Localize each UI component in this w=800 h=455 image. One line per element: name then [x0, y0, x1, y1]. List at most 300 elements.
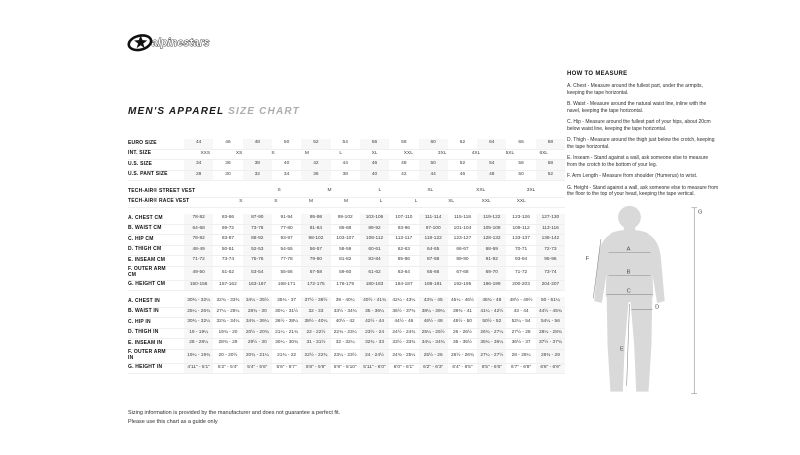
size-cell: 6'5" - 6'6"	[477, 364, 506, 374]
size-cell: 46	[360, 160, 389, 170]
size-cell: XXL	[403, 150, 413, 156]
size-cell: 123-127	[453, 236, 472, 242]
table-row	[128, 160, 565, 171]
table-row	[128, 308, 565, 319]
size-cell: 98-102	[301, 235, 330, 245]
size-cell: 42½ - 44	[360, 318, 389, 328]
row-label: U.S. SIZE	[128, 160, 153, 167]
measure-instruction: E. Inseam - Stand against a wall, ask someone else to measure from the crotch to the bottom of your leg.	[567, 155, 709, 168]
size-cell: 5'4" - 5'6"	[243, 364, 272, 374]
row-cells	[184, 139, 565, 149]
size-cell: 30¼ - 31½	[275, 308, 299, 314]
measure-instruction: C. Hip - Measure around the fullest part of your hips, about 20cm below waist line, keeping the tape horizontal.	[567, 119, 711, 132]
figure-label-thigh: D	[655, 304, 660, 311]
size-cell: 24½ - 24¾	[392, 329, 416, 335]
size-cell: 69-72	[221, 225, 235, 231]
size-cell: 176-179	[336, 281, 355, 287]
footer-line-2: Please use this chart as a guide only	[128, 418, 218, 425]
size-cell: 44½ - 46	[394, 319, 414, 325]
size-cell: 33½ - 34¾	[333, 308, 357, 314]
row-cells	[184, 339, 565, 349]
size-cell: 70-71	[514, 246, 528, 252]
size-cell: 24¾ - 25¼	[392, 352, 416, 358]
size-table	[128, 139, 565, 374]
size-cell: 138-142	[536, 235, 565, 245]
size-cell: 46	[225, 140, 231, 146]
size-cell: 58	[536, 160, 565, 170]
size-cell: 19¾ - 20	[218, 329, 238, 335]
size-cell: M	[343, 198, 348, 204]
row-label: U.S. PANT SIZE	[128, 171, 168, 178]
size-cell: 3XL	[437, 150, 447, 156]
size-cell: 103-106	[360, 214, 389, 224]
row-label: F. OUTER ARM IN	[128, 349, 166, 361]
size-cell: 55-56	[280, 269, 293, 275]
size-cell: 64-65	[419, 246, 448, 256]
size-cell: 29½ - 30	[243, 339, 272, 349]
row-cells	[184, 364, 565, 374]
size-cell: 25¼ - 25½	[419, 329, 448, 339]
size-cell: 150-156	[184, 281, 213, 291]
size-cell: 34	[184, 160, 213, 170]
row-cells	[184, 246, 565, 256]
figure-label-hip: C	[626, 288, 631, 295]
size-cell: 50½ - 52	[477, 318, 506, 328]
row-cells	[184, 187, 565, 197]
size-cell: 95-96	[536, 256, 565, 266]
size-cell: 5'6" - 5'7"	[276, 364, 297, 370]
size-cell: 27¼ - 27½	[477, 350, 506, 363]
size-cell: 89-92	[360, 225, 389, 235]
size-cell: 52	[459, 161, 466, 167]
table-row	[128, 318, 565, 329]
table-section	[128, 214, 565, 291]
size-cell: 51-52	[221, 269, 235, 275]
table-section	[128, 297, 565, 374]
table-row	[128, 350, 565, 364]
size-cell: 60	[419, 139, 448, 149]
row-cells	[184, 235, 565, 245]
figure-label-chest: A	[626, 246, 631, 253]
size-cell: XL	[371, 150, 378, 156]
size-cell: 6'2" - 6'3"	[419, 364, 448, 374]
size-cell: 68-69	[477, 246, 506, 256]
size-cell: 88-92	[243, 235, 272, 245]
size-cell: 93-96	[397, 225, 410, 231]
size-cell: 118-122	[419, 235, 448, 245]
size-cell: 32	[243, 171, 272, 181]
size-cell: 28¾ - 30	[243, 308, 272, 318]
size-cell: 73-76	[243, 225, 272, 235]
size-cell: 39¾ - 41	[453, 308, 472, 314]
alpinestars-logo	[126, 28, 236, 56]
size-cell: XL	[448, 198, 455, 204]
size-cell: 4'11" - 5'1"	[184, 364, 213, 374]
size-cell: 111-114	[419, 214, 448, 224]
size-cell: 5'11" - 6'0"	[360, 364, 389, 374]
size-cell: 27¼ - 28¼	[216, 308, 240, 314]
size-cell: 73-74	[536, 267, 565, 280]
size-cell: 4XL	[471, 150, 481, 156]
row-label: D. THIGH IN	[128, 329, 159, 336]
size-cell: 32¾ - 34¼	[216, 319, 240, 325]
size-cell: 30¾ - 32¼	[184, 297, 213, 307]
figure-label-height: G	[698, 208, 703, 215]
size-cell: 23½ - 24	[360, 329, 389, 339]
size-cell: 73-74	[221, 257, 235, 263]
size-cell: 5XL	[505, 150, 515, 156]
row-cells	[184, 350, 565, 363]
size-cell: 71-72	[184, 256, 213, 266]
size-cell: 38¼ - 39¼	[419, 308, 448, 318]
size-cell: 200-203	[512, 281, 530, 287]
measure-instruction: G. Height - Stand against a wall, ask someone else to measure from the floor to the top of your head, keeping the tape vertical.	[567, 184, 719, 197]
footer-line-1: Sizing information is provided by the manufacturer and does not guarantee a perfect fit.	[128, 410, 341, 416]
size-cell: 19¼ - 19¾	[184, 350, 213, 363]
row-label: INT. SIZE	[128, 150, 152, 157]
size-cell: 103-107	[336, 236, 355, 242]
page-title	[128, 106, 300, 117]
row-cells	[184, 281, 565, 291]
table-row	[128, 235, 565, 246]
row-label: G. HEIGHT CM	[128, 281, 166, 288]
size-cell: 58	[401, 140, 407, 146]
size-cell: 52	[301, 139, 330, 149]
size-cell: 79-80	[301, 256, 330, 266]
row-label: C. HIP CM	[128, 235, 154, 242]
size-cell: 78-82	[184, 235, 213, 245]
size-cell: 62-63	[397, 246, 410, 252]
table-row	[128, 187, 565, 198]
size-cell: 42	[301, 160, 330, 170]
table-row	[128, 281, 565, 292]
table-row	[128, 225, 565, 236]
size-cell: 43 - 44	[513, 308, 529, 314]
size-cell: 83-87	[221, 236, 235, 242]
size-cell: 50	[518, 171, 524, 177]
size-cell: XXS	[200, 150, 211, 156]
size-cell: 204-207	[536, 281, 565, 291]
size-cell: 54-55	[280, 246, 293, 252]
size-cell: 123-126	[512, 215, 530, 221]
title-main: MEN'S APPAREL	[128, 106, 225, 117]
size-cell: 57-58	[301, 267, 330, 280]
size-cell: 28¾ - 29	[218, 340, 238, 346]
size-cell: 93-94	[514, 257, 528, 263]
size-cell: 95-98	[301, 214, 330, 224]
size-cell: 78-82	[184, 214, 213, 224]
measure-instruction-list	[567, 83, 719, 198]
size-cell: 60-61	[360, 246, 389, 256]
size-cell: 44	[419, 171, 448, 181]
size-cell: 20¾ - 21¼	[243, 350, 272, 363]
size-cell: 77-78	[280, 257, 293, 263]
size-cell: 48	[243, 139, 272, 149]
size-cell: 48½ - 50	[453, 319, 472, 325]
size-cell: 56-57	[301, 246, 330, 256]
size-cell: 71-72	[514, 269, 528, 275]
size-cell: 26 - 26½	[453, 329, 472, 335]
size-cell: 50-51	[221, 246, 235, 252]
table-row	[128, 297, 565, 308]
size-cell: 40	[283, 161, 290, 167]
row-label: E. INSEAM CM	[128, 256, 166, 263]
size-cell: 72-73	[536, 246, 565, 256]
row-label: B. WAIST CM	[128, 225, 162, 232]
size-cell: L	[379, 198, 383, 204]
table-row	[128, 267, 565, 281]
row-cells	[184, 150, 565, 160]
size-cell: 32 - 32¼	[335, 340, 355, 346]
size-cell: 48	[477, 171, 506, 181]
size-cell: 180-183	[360, 281, 389, 291]
size-cell: 34	[283, 171, 290, 177]
size-cell: 28	[184, 171, 213, 181]
size-cell: 172-175	[301, 281, 330, 291]
size-cell: 34¼ - 35½	[243, 297, 272, 307]
row-cells	[184, 256, 565, 266]
row-cells	[184, 267, 565, 280]
size-cell: 25¼ - 26¾	[184, 308, 213, 318]
size-cell: 30¾ - 32¼	[184, 318, 213, 328]
size-cell: 5'9" - 5'10"	[333, 364, 357, 370]
size-cell: 20½ - 20¾	[243, 329, 272, 339]
size-cell: 89-90	[456, 257, 469, 263]
row-cells	[184, 308, 565, 318]
how-to-measure-heading: HOW TO MEASURE	[567, 71, 628, 77]
table-row	[128, 246, 565, 257]
measure-instruction: B. Waist - Measure around the natural waist line, inline with the navel, keeping the tape horizontal.	[567, 101, 707, 114]
size-cell: 75-76	[243, 256, 272, 266]
size-cell: L	[339, 150, 342, 156]
size-cell: 6XL	[539, 150, 548, 156]
size-cell: 21¾ - 22	[277, 352, 297, 358]
size-cell: 127-130	[536, 214, 565, 224]
size-cell: L	[414, 198, 418, 204]
size-cell: 37½ - 38½	[301, 297, 330, 307]
size-cell: 192-195	[453, 281, 472, 287]
size-cell: 5'2" - 5'4"	[217, 364, 239, 370]
size-cell: 65-66	[419, 267, 448, 280]
figure-label-waist: B	[626, 268, 631, 275]
size-cell: 44	[342, 161, 348, 167]
logo-wordmark: alpinestars	[151, 37, 210, 50]
size-cell: 25½ - 26	[419, 350, 448, 363]
size-cell: 63-64	[397, 269, 410, 275]
body-measurement-figure	[571, 203, 707, 403]
size-cell: 113-116	[536, 225, 565, 235]
table-row	[128, 171, 565, 182]
table-row	[128, 339, 565, 350]
size-cell: 56	[518, 161, 524, 167]
size-cell: 38	[342, 171, 348, 177]
figure-label-inseam: E	[619, 346, 624, 353]
size-cell: 50	[283, 140, 290, 146]
size-cell: 52¼ - 54	[511, 319, 531, 325]
size-cell: 115-118	[454, 215, 471, 221]
size-cell: 49-50	[184, 267, 213, 280]
size-cell: 41¼ - 42½	[477, 308, 506, 318]
row-cells	[184, 214, 565, 224]
size-cell: 22¾ - 23¼	[333, 329, 357, 335]
size-cell: 33½ - 33¾	[392, 340, 416, 346]
row-cells	[184, 171, 565, 181]
row-cells	[184, 160, 565, 170]
size-cell: 62	[459, 140, 466, 146]
size-cell: 6'4" - 6'5"	[452, 364, 473, 370]
title-sub: SIZE CHART	[228, 106, 300, 117]
size-cell: S	[239, 198, 243, 204]
size-cell: 81-84	[301, 225, 330, 235]
size-cell: 50	[419, 160, 448, 170]
row-label: D. THIGH CM	[128, 246, 162, 253]
size-cell: 35 - 36¼	[360, 308, 389, 318]
size-cell: 36½ - 37¾	[392, 308, 416, 314]
size-cell: 20 - 20½	[218, 352, 238, 358]
size-cell: 46¾ - 48	[477, 297, 506, 307]
size-cell: L	[378, 188, 382, 194]
size-cell: 42	[401, 171, 407, 177]
size-cell: 105-108	[477, 225, 506, 235]
size-cell: XL	[427, 188, 434, 194]
size-cell: 66-67	[456, 246, 469, 252]
size-cell: 101-104	[453, 225, 472, 231]
size-cell: 28¼ - 28¾	[536, 329, 565, 339]
size-cell: S	[274, 198, 278, 204]
size-cell: 30¼ - 30¾	[275, 340, 299, 346]
size-cell: 128-132	[477, 235, 506, 245]
table-section	[128, 187, 565, 208]
size-cell: 87-88	[419, 256, 448, 266]
row-label: TECH-AIR® STREET VEST	[128, 187, 196, 194]
size-cell: 30	[225, 171, 231, 177]
size-cell: 108-112	[360, 235, 389, 245]
size-cell: 83-86	[221, 215, 235, 221]
size-cell: 46½ - 48	[419, 318, 448, 328]
size-cell: 22 - 22½	[301, 329, 330, 339]
size-cell: 38½ - 40¼	[301, 318, 330, 328]
size-cell: XXL	[476, 188, 486, 194]
size-cell: 64-68	[184, 225, 213, 235]
size-cell: 48-49	[184, 246, 213, 256]
size-cell: 38	[243, 160, 272, 170]
size-cell: 97-100	[419, 225, 448, 235]
size-cell: 6'7" - 6'8"	[511, 364, 532, 370]
size-cell: 113-117	[395, 236, 413, 242]
size-cell: 188-191	[419, 281, 448, 291]
size-cell: 61-62	[360, 267, 389, 280]
row-label: A. CHEST CM	[128, 214, 163, 221]
size-cell: S	[277, 188, 281, 194]
size-cell: 69-70	[477, 267, 506, 280]
size-cell: 36½ - 38¼	[275, 319, 299, 325]
size-cell: 77-80	[280, 225, 293, 231]
size-cell: 91-92	[477, 256, 506, 266]
table-row	[128, 198, 565, 209]
row-label: A. CHEST IN	[128, 297, 160, 304]
footer-disclaimer	[128, 409, 340, 427]
size-cell: 28¾ - 29	[536, 350, 565, 363]
row-cells	[184, 198, 565, 208]
size-cell: 81-82	[339, 257, 352, 263]
size-cell: 85-86	[397, 257, 410, 263]
size-cell: 32¾ - 33	[360, 339, 389, 349]
size-cell: 91-94	[280, 215, 293, 221]
row-label: E. INSEAM IN	[128, 339, 163, 346]
size-cell: 40½ - 41¾	[360, 297, 389, 307]
size-cell: 45¼ - 46½	[451, 298, 474, 304]
size-cell: 44½ - 45¾	[536, 308, 565, 318]
size-cell: 37½ - 37¾	[536, 339, 565, 349]
size-cell: 54	[477, 160, 506, 170]
size-cell: 27½ - 28	[511, 329, 531, 335]
size-cell: 22½ - 22¾	[301, 350, 330, 363]
size-cell: 34¾ - 36¼	[243, 318, 272, 328]
size-cell: M	[308, 198, 313, 204]
row-cells	[184, 318, 565, 328]
size-cell: 68	[536, 139, 565, 149]
size-cell: 26¾ - 27¼	[477, 329, 506, 339]
row-label: TECH-AIR® RACE VEST	[128, 198, 190, 205]
how-to-measure-panel	[567, 71, 719, 403]
size-cell: XXL	[516, 198, 526, 204]
size-cell: 5'8" - 5'9"	[301, 364, 330, 374]
table-row	[128, 329, 565, 340]
size-cell: 44	[184, 139, 213, 149]
size-cell: 168-171	[277, 281, 296, 287]
size-cell: 35¾ - 36¼	[477, 339, 506, 349]
size-cell: M	[304, 150, 309, 156]
size-cell: 59-60	[339, 269, 352, 275]
size-cell: 85-88	[339, 225, 352, 231]
size-cell: 58-59	[339, 246, 352, 252]
size-cell: 53-54	[243, 267, 272, 280]
size-cell: 36	[301, 171, 330, 181]
size-cell: 32¾ - 33¾	[216, 298, 240, 304]
size-cell: 184-187	[395, 281, 413, 287]
size-cell: 163-167	[243, 281, 272, 291]
size-cell: 67-68	[456, 269, 469, 275]
row-label: F. OUTER ARM CM	[128, 266, 166, 278]
size-cell: 43¾ - 45	[419, 297, 448, 307]
table-row	[128, 256, 565, 267]
measure-instruction: A. Chest - Measure around the fullest part, under the armpits, keeping the tape horizontal.	[567, 83, 703, 96]
size-cell: 107-110	[395, 215, 413, 221]
size-cell: 39 - 40¼	[335, 298, 355, 304]
row-cells	[184, 329, 565, 339]
table-section	[128, 139, 565, 181]
table-row	[128, 139, 565, 150]
size-cell: 196-199	[477, 281, 506, 291]
size-cell: 119-122	[477, 214, 506, 224]
size-cell: S	[271, 150, 275, 156]
size-cell: 54	[342, 140, 348, 146]
size-cell: 83-84	[360, 256, 389, 266]
size-cell: 34¼ - 34¾	[419, 339, 448, 349]
size-cell: 48	[401, 161, 407, 167]
size-cell: 48½ - 49½	[509, 298, 533, 304]
row-label: G. HEIGHT IN	[128, 364, 163, 371]
size-cell: 3XL	[526, 188, 536, 194]
size-cell: M	[327, 188, 332, 194]
size-cell: 26½ - 26¾	[451, 352, 474, 358]
size-cell: 42¼ - 43¼	[392, 298, 416, 304]
size-cell: 21¼ - 21¾	[275, 329, 299, 335]
size-cell: 28 - 28¼	[511, 352, 531, 358]
size-cell: 46	[459, 171, 466, 177]
size-cell: 50 - 51¼	[536, 297, 565, 307]
size-cell: 19 - 19¼	[184, 329, 213, 339]
